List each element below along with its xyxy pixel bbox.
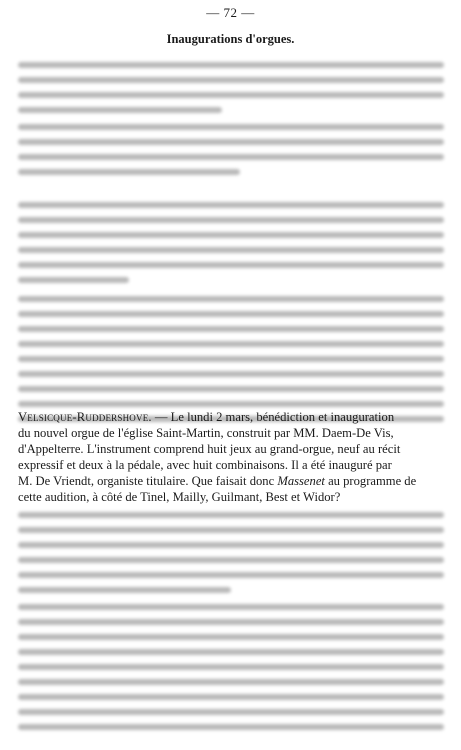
paragraph-line: M. De Vriendt, organiste titulaire. Que faisait donc Massenet au programme de <box>18 474 417 488</box>
page-number: — 72 — <box>206 5 255 20</box>
blurred-paragraph <box>18 202 444 292</box>
paragraph-line: du nouvel orgue de l'église Saint-Martin, construit par MM. Daem-De Vis, <box>18 426 394 440</box>
paragraph-line: expressif et deux à la pédale, avec huit combinaisons. Il a été inauguré par <box>18 458 392 472</box>
italic-word: Massenet <box>277 474 325 488</box>
blurred-paragraph <box>18 124 444 184</box>
paragraph-velsicque-ruddershove <box>18 409 444 505</box>
blurred-paragraph <box>18 62 444 122</box>
page-title: Inaugurations d'orgues. <box>166 32 295 46</box>
paragraph-line: d'Appelterre. L'instrument comprend huit jeux au grand-orgue, neuf au récit <box>18 442 401 456</box>
blurred-paragraph <box>18 512 444 602</box>
blurred-paragraph <box>18 604 444 739</box>
paragraph-lead: Velsicque-Ruddershove. <box>18 410 152 424</box>
paragraph-line: cette audition, à côté de Tinel, Mailly, Guilmant, Best et Widor? <box>18 490 341 504</box>
paragraph-line: Velsicque-Ruddershove. — Le lundi 2 mars, bénédiction et inauguration <box>18 410 395 424</box>
